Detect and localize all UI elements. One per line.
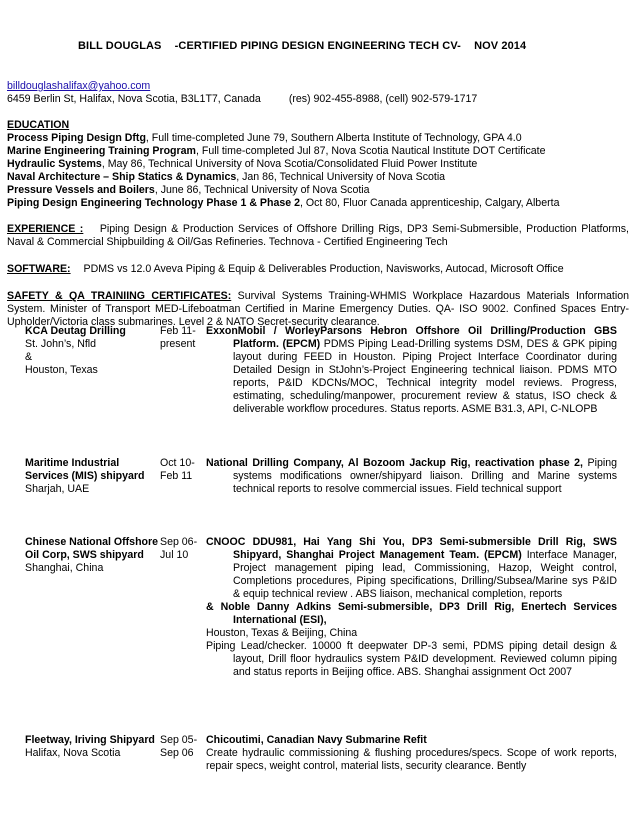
safety-text: Survival Systems Training-WHMIS Workplace Hazardous Materials Information System. Minister of Transport MED-Lifeboatman Certified in Marine Emergency Duties. QA- ISO 9002. Confined Spaces Entry-Upholder/Victoria class submarines. Level 2 & NATO Secret-security clearance. <box>7 290 629 328</box>
job-company: Maritime Industrial Services (MIS) shipyard <box>25 457 145 482</box>
job-date-end: present <box>160 338 196 350</box>
education-item-text: , June 86, Technical University of Nova Scotia <box>154 184 370 196</box>
education-item-label: Hydraulic Systems <box>7 158 102 170</box>
job-location: & <box>25 351 33 363</box>
job-location: Shanghai, China <box>25 562 104 574</box>
job-entry <box>25 734 617 773</box>
education-item-label: Process Piping Design Dftg <box>7 132 146 144</box>
header-title: -CERTIFIED PIPING DESIGN ENGINEERING TECH CV- <box>174 40 461 52</box>
education-item-label: Naval Architecture – Ship Statics & Dynamics <box>7 171 237 183</box>
address: 6459 Berlin St, Halifax, Nova Scotia, B3L1T7, Canada <box>7 93 261 105</box>
job-company-col <box>25 734 160 773</box>
job-date-end: Sep 06 <box>160 747 194 759</box>
job-description <box>206 536 617 734</box>
job-project: Chicoutimi, Canadian Navy Submarine Refit <box>206 734 427 746</box>
phone-numbers: (res) 902-455-8988, (cell) 902-579-1717 <box>288 93 478 105</box>
education-item-text: , Full time-completed June 79, Southern Alberta Institute of Technology, GPA 4.0 <box>145 132 522 144</box>
job-desc-text: PDMS Piping Lead-Drilling systems DSM, DES & GPK piping layout during FEED in Houston. Piping Project Interface Coordinator during Detailed Design in StJohn’s-Project Engineering technical liaison. PDMS MTO reports, P&ID KDCNs/MOC, Technical integrity model reviews. Progress, estimating, scheduling/manpower, procurement review & status, ISO check & deliverable workflow procedures. Status reports. ASME B31.3, API, C-NLOPB <box>233 338 617 415</box>
job-date-start: Oct 10- <box>160 457 195 469</box>
education-item-text: , Full time-completed Jul 87, Nova Scotia Nautical Institute DOT Certificate <box>195 145 546 157</box>
job-entry <box>25 536 617 734</box>
software-section <box>7 263 629 276</box>
job-desc-text: Interface Manager, Project management piping lead, Commissioning, Hazop, Weight control, Completions procedures, Piping specifications, Drilling/Subsea/Marine sys P&ID & equip technical review . ABS liaison, mechanical completion, reports <box>233 549 618 600</box>
experience-heading: EXPERIENCE : <box>7 223 84 235</box>
job-desc-text: Create hydraulic commissioning & flushing procedures/specs. Scope of work reports, repair specs, weight control, material lists, security clearance. Bently <box>206 747 617 772</box>
job-project: National Drilling Company, Al Bozoom Jackup Rig, reactivation phase 2, <box>206 457 583 469</box>
job-company: KCA Deutag Drilling <box>25 325 126 337</box>
job-dates <box>160 457 206 536</box>
education-item <box>7 184 629 197</box>
job-company-col <box>25 457 160 536</box>
job-location: Sharjah, UAE <box>25 483 90 495</box>
header-name: BILL DOUGLAS <box>78 40 162 52</box>
email-link[interactable]: billdouglashalifax@yahoo.com <box>7 80 151 92</box>
job-location: Houston, Texas <box>25 364 98 376</box>
education-item-text: , May 86, Technical University of Nova Scotia/Consolidated Fluid Power Institute <box>101 158 478 170</box>
job-project: CNOOC DDU981, Hai Yang Shi You, DP3 Semi-submersible Drill Rig, SWS Shipyard, Shanghai Project Management Team. (EPCM) <box>206 536 617 561</box>
education-item <box>7 171 629 184</box>
education-item <box>7 197 629 210</box>
education-item <box>7 145 629 158</box>
education-heading: EDUCATION <box>7 119 70 131</box>
education-item-text: , Oct 80, Fluor Canada apprenticeship, Calgary, Alberta <box>299 197 560 209</box>
contact-block <box>7 80 627 106</box>
job-description <box>206 325 617 457</box>
education-item-text: , Jan 86, Technical University of Nova Scotia <box>236 171 446 183</box>
job-desc-text: Piping systems modifications owner/shipyard liaison. Drilling and Marine systems technical reports to resolve commercial issues. Field technical support <box>233 457 617 495</box>
software-heading: SOFTWARE: <box>7 263 71 275</box>
job-date-start: Sep 06- <box>160 536 198 548</box>
education-section <box>7 119 629 210</box>
job-entry <box>25 457 617 536</box>
job-company-col <box>25 536 160 734</box>
job-date-start: Feb 11- <box>160 325 196 337</box>
safety-section <box>7 290 629 329</box>
job-company: Chinese National Offshore Oil Corp, SWS shipyard <box>25 536 159 561</box>
job-dates <box>160 536 206 734</box>
experience-section <box>7 223 629 249</box>
safety-heading: SAFETY & QA TRAINIING CERTIFICATES: <box>7 290 232 302</box>
job-dates <box>160 734 206 773</box>
job-date-end: Jul 10 <box>160 549 189 561</box>
jobs-list <box>25 325 617 773</box>
education-item-label: Piping Design Engineering Technology Phase 1 & Phase 2 <box>7 197 300 209</box>
job-company-col <box>25 325 160 457</box>
header-date: NOV 2014 <box>474 40 527 52</box>
job-dates <box>160 325 206 457</box>
job-company: Fleetway, Iriving Shipyard <box>25 734 155 746</box>
education-item-label: Pressure Vessels and Boilers <box>7 184 155 196</box>
education-item <box>7 132 629 145</box>
job-entry <box>25 325 617 457</box>
experience-text: Piping Design & Production Services of Offshore Drilling Rigs, DP3 Semi-Submersible, Production Platforms, Naval & Commercial Shipbuilding & Oil/Gas Refineries. Technova - Certified Engineering Tech <box>7 223 629 248</box>
education-item <box>7 158 629 171</box>
education-item-label: Marine Engineering Training Program <box>7 145 196 157</box>
job-desc-text: Piping Lead/checker. 10000 ft deepwater DP-3 semi, PDMS piping detail design & layout, Drill floor hydraulics system P&ID development. Reviewed column piping and status reports in Beijing office. ABS. Shanghai assignment Oct 2007 <box>206 640 617 678</box>
job-description <box>206 734 617 773</box>
job-project: ExxonMobil / WorleyParsons Hebron Offshore Oil Drilling/Production GBS Platform. (EPCM) <box>206 325 617 350</box>
job-project: & Noble Danny Adkins Semi-submersible, DP3 Drill Rig, Enertech Services International (ESI), <box>206 601 617 626</box>
job-location: Halifax, Nova Scotia <box>25 747 121 759</box>
software-text: PDMS vs 12.0 Aveva Piping & Equip & Deliverables Production, Navisworks, Autocad, Microsoft Office <box>83 263 564 275</box>
page-title <box>78 40 526 53</box>
job-location: St. John’s, Nfld <box>25 338 97 350</box>
job-location: Houston, Texas & Beijing, China <box>206 627 358 639</box>
job-date-end: Feb 11 <box>160 470 193 482</box>
job-description <box>206 457 617 536</box>
job-date-start: Sep 05- <box>160 734 198 746</box>
